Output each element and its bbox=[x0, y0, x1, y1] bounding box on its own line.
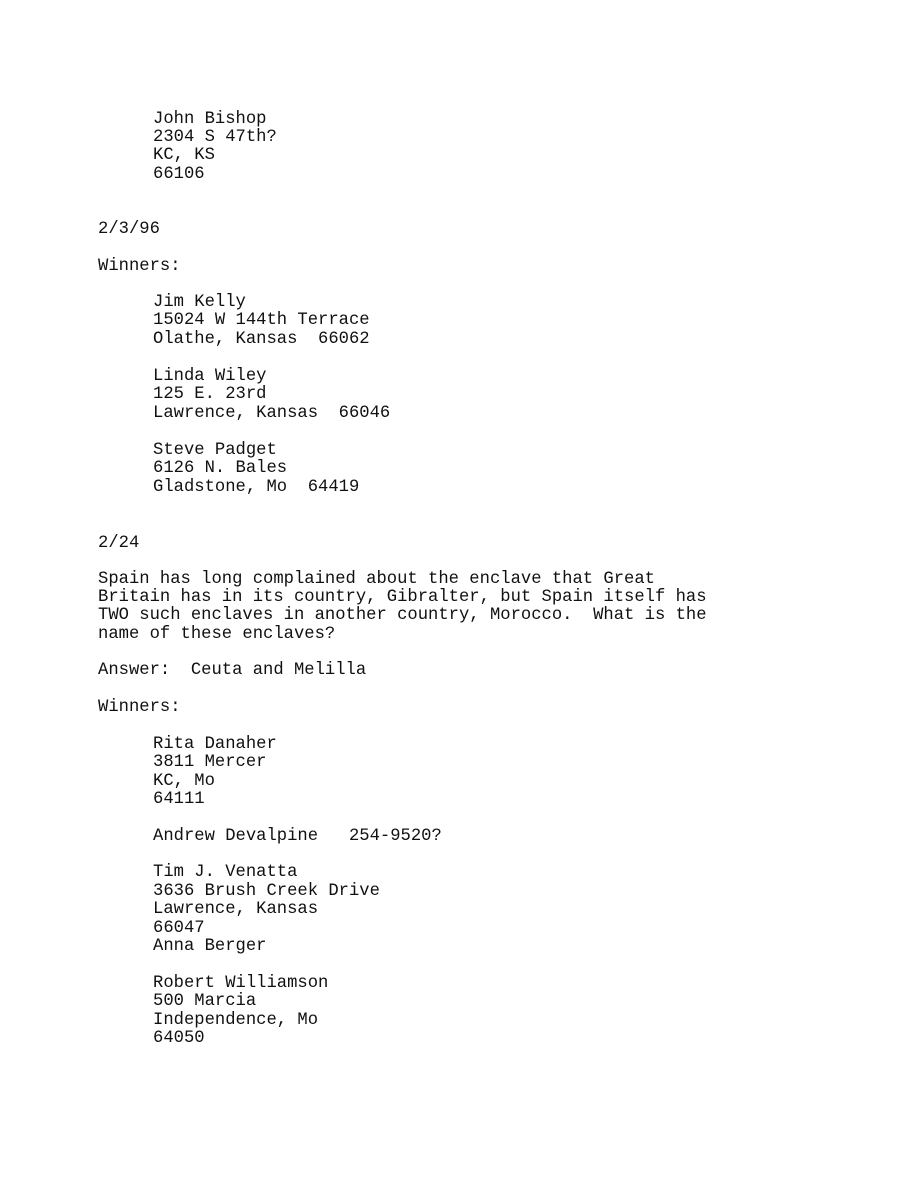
entry-name: John Bishop bbox=[153, 110, 267, 129]
winner-city-state: KC, Mo bbox=[153, 772, 215, 791]
winner-city-state-zip: Gladstone, Mo 64419 bbox=[153, 478, 360, 497]
section-date: 2/3/96 bbox=[98, 220, 160, 239]
entry-zip: 66106 bbox=[153, 165, 205, 184]
winner-zip: 64111 bbox=[153, 790, 205, 809]
entry-city-state: KC, KS bbox=[153, 146, 215, 165]
winner-name-phone: Andrew Devalpine 254-9520? bbox=[153, 827, 442, 846]
winners-label: Winners: bbox=[98, 698, 181, 717]
winners-label: Winners: bbox=[98, 257, 181, 276]
question-line: TWO such enclaves in another country, Morocco. What is the bbox=[98, 606, 707, 625]
entry-street: 2304 S 47th? bbox=[153, 128, 277, 147]
winner-name: Rita Danaher bbox=[153, 735, 277, 754]
winner-street: 500 Marcia bbox=[153, 992, 257, 1011]
winner-city-state: Lawrence, Kansas bbox=[153, 900, 319, 919]
question-line: name of these enclaves? bbox=[98, 625, 336, 644]
question-line: Spain has long complained about the enclave that Great bbox=[98, 570, 655, 589]
answer-line: Answer: Ceuta and Melilla bbox=[98, 661, 367, 680]
winner-name: Robert Williamson bbox=[153, 974, 329, 993]
question-line: Britain has in its country, Gibralter, but Spain itself has bbox=[98, 588, 707, 607]
winner-name: Steve Padget bbox=[153, 441, 277, 460]
winner-name: Linda Wiley bbox=[153, 367, 267, 386]
winner-street: 3811 Mercer bbox=[153, 753, 267, 772]
winner-city-state: Independence, Mo bbox=[153, 1011, 319, 1030]
winner-name: Tim J. Venatta bbox=[153, 863, 298, 882]
winner-name: Jim Kelly bbox=[153, 293, 246, 312]
section-date: 2/24 bbox=[98, 534, 140, 553]
winner-street: 3636 Brush Creek Drive bbox=[153, 882, 380, 901]
winner-street: 15024 W 144th Terrace bbox=[153, 311, 370, 330]
winner-street: 6126 N. Bales bbox=[153, 459, 288, 478]
winner-street: 125 E. 23rd bbox=[153, 385, 267, 404]
winner-zip: 64050 bbox=[153, 1029, 205, 1048]
winner-zip: 66047 bbox=[153, 919, 205, 938]
winner-city-state-zip: Olathe, Kansas 66062 bbox=[153, 330, 370, 349]
winner-city-state-zip: Lawrence, Kansas 66046 bbox=[153, 404, 391, 423]
winner-extra-name: Anna Berger bbox=[153, 937, 267, 956]
